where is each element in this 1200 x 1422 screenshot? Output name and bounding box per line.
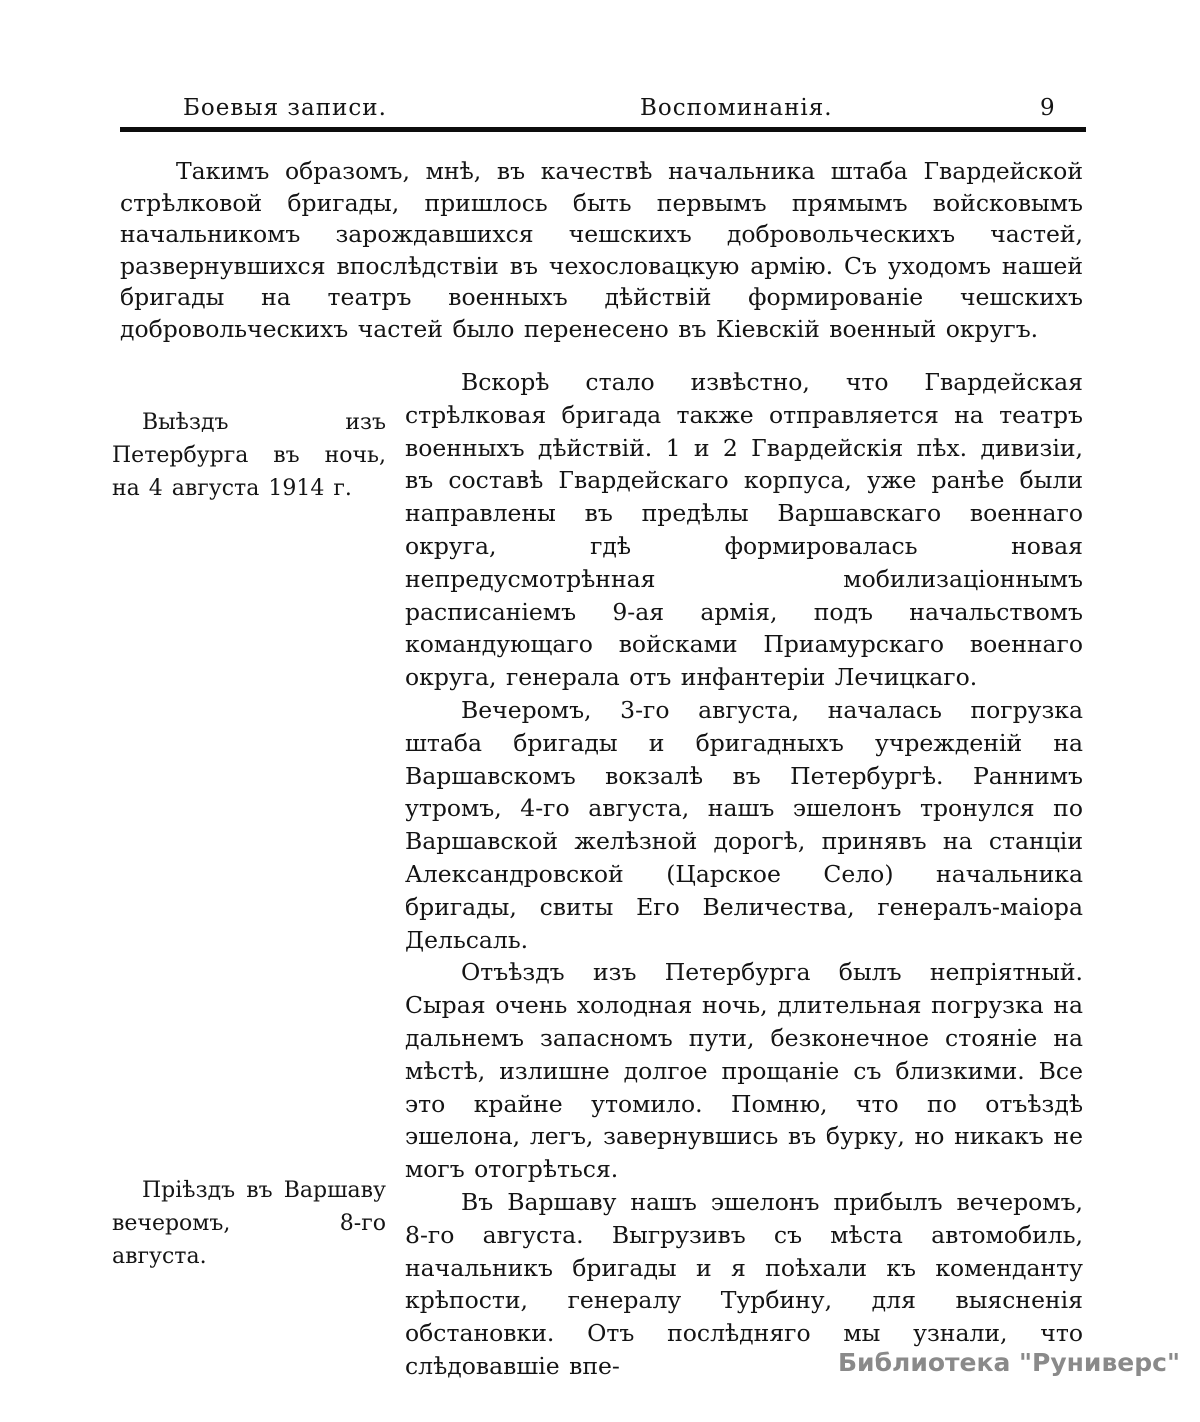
page-number: 9 (1040, 95, 1055, 121)
running-head-center: Воспоминанія. (640, 95, 833, 121)
full-width-text-block (120, 156, 1083, 346)
paragraph-3: Вечеромъ, 3-го августа, началась погрузка штаба бригады и бригадныхъ учрежденій на Варшавскомъ вокзалѣ въ Петербургѣ. Раннимъ утромъ, 4-го августа, нашъ эшелонъ тронулся по Варшавской желѣзной дорогѣ, принявъ на станціи Александровской (Царское Село) начальника бригады, свиты Его Величества, генералъ-маіора Дельсаль. (405, 695, 1083, 954)
paragraph-5: Въ Варшаву нашъ эшелонъ прибылъ вечеромъ, 8-го августа. Выгрузивъ съ мѣста автомобиль, начальникъ бригады и я поѣхали къ коменданту крѣпости, генералу Турбину, для выясненія обстановки. Отъ послѣдняго мы узнали, что слѣдовавшіе впе- (405, 1187, 1083, 1380)
margin-note-departure-petersburg: Выѣздъ изъ Петербурга въ ночь, на 4 августа 1914 г. (112, 410, 386, 501)
running-head (0, 95, 1200, 125)
paragraph-1: Такимъ образомъ, мнѣ, въ качествѣ начальника штаба Гвардейской стрѣлковой бригады, пришлось быть первымъ прямымъ войсковымъ начальникомъ зарождавшихся чешскихъ добровольческихъ частей, развернувшихся впослѣдствіи въ чехословацкую армію. Съ уходомъ нашей бригады на театръ военныхъ дѣйствій формированіе чешскихъ добровольческихъ частей было перенесено въ Кіевскій военный округъ. (120, 157, 1083, 343)
library-watermark: Библиотека "Руниверс" (838, 1348, 1180, 1377)
main-text-column (405, 366, 1083, 1383)
paragraph-4: Отъѣздъ изъ Петербурга былъ непріятный. Сырая очень холодная ночь, длительная погрузка на дальнемъ запасномъ пути, безконечное стояніе на мѣстѣ, излишне долгое прощаніе съ близкими. Все это крайне утомило. Помню, что по отъѣздѣ эшелона, легъ, завернувшись въ бурку, но никакъ не могъ отогрѣться. (405, 958, 1083, 1184)
margin-note-arrival-warsaw: Пріѣздъ въ Варшаву вечеромъ, 8-го августа. (112, 1178, 386, 1269)
header-rule (120, 127, 1086, 132)
paragraph-2: Вскорѣ стало извѣстно, что Гвардейская стрѣлковая бригада также отправляется на театръ военныхъ дѣйствій. 1 и 2 Гвардейскія пѣх. дивизіи, въ составѣ Гвардейскаго корпуса, уже ранѣе были направлены въ предѣлы Варшавскаго военнаго округа, гдѣ формировалась новая непредусмотрѣнная мобилизаціоннымъ расписаніемъ 9-ая армія, подъ начальствомъ командующаго войсками Приамурскаго военнаго округа, генерала отъ инфантеріи Лечицкаго. (405, 368, 1083, 692)
running-head-left: Боевыя записи. (183, 95, 387, 121)
